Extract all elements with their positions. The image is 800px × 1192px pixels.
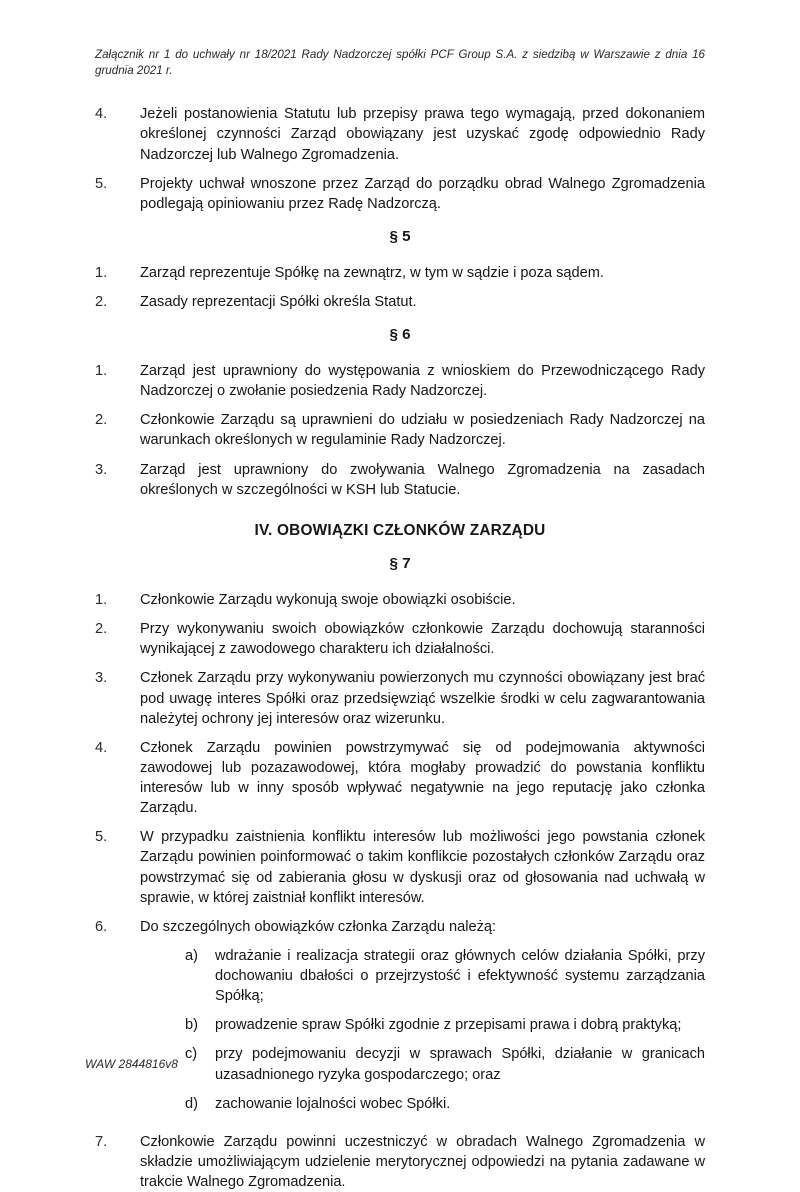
item-text: Członek Zarządu powinien powstrzymywać się od podejmowania aktywności zawodowej lub pozazawodowej, która mogłaby prowadzić do powstania konfliktu interesów lub w inny sposób wpływać negatywnie na jego reputację jako członka Zarządu.: [140, 739, 705, 817]
item-number: 6.: [95, 918, 108, 935]
item-text: Członkowie Zarządu wykonują swoje obowiązki osobiście.: [140, 592, 516, 609]
item-text: Zarząd jest uprawniony do zwoływania Walnego Zgromadzenia na zasadach określonych w szczególności w KSH lub Statucie.: [140, 461, 705, 498]
list-item: [95, 263, 705, 283]
list-item: [95, 104, 705, 164]
list-item: [95, 827, 705, 908]
item-number: 1.: [95, 592, 108, 609]
item-number: 2.: [95, 294, 108, 310]
item-text: Projekty uchwał wnoszone przez Zarząd do porządku obrad Walnego Zgromadzenia podlegają opiniowaniu przez Radę Nadzorczą.: [140, 175, 705, 212]
item-number: 5.: [95, 175, 108, 192]
item-number: 4.: [95, 739, 108, 756]
item-number: 7.: [95, 1133, 108, 1150]
subitem-text: przy podejmowaniu decyzji w sprawach Spółki, działanie w granicach uzasadnionego ryzyka gospodarczego; oraz: [215, 1046, 705, 1083]
item-number: 4.: [95, 106, 108, 123]
section-heading-paragraph-5: § 5: [389, 227, 411, 245]
list-item: [95, 917, 705, 1123]
sublist-item: [185, 1044, 705, 1084]
section-heading-paragraph-6: § 6: [389, 326, 411, 344]
subitem-text: prowadzenie spraw Spółki zgodnie z przepisami prawa i dobrą praktyką;: [215, 1017, 682, 1034]
subitem-letter: b): [185, 1017, 198, 1034]
item-number: 1.: [95, 363, 108, 380]
item-text: Przy wykonywaniu swoich obowiązków członkowie Zarządu dochowują staranności wynikającej z zawodowego charakteru ich działalności.: [140, 621, 705, 658]
list-item: [95, 361, 705, 401]
item-text: Członkowie Zarządu powinni uczestniczyć w obradach Walnego Zgromadzenia w składzie umożliwiającym udzielenie merytorycznej odpowiedzi na pytania zadawane w trakcie Walnego Zgromadzenia.: [140, 1133, 705, 1191]
list-item: [95, 174, 705, 214]
list-item: [95, 292, 705, 312]
item-number: 3.: [95, 461, 108, 478]
subitem-text: zachowanie lojalności wobec Spółki.: [215, 1095, 451, 1112]
item-text: Zarząd jest uprawniony do występowania z wnioskiem do Przewodniczącego Rady Nadzorczej o zwołanie posiedzenia Rady Nadzorczej.: [140, 363, 705, 400]
sublist-item: [185, 1094, 705, 1114]
item-text-lead: Do szczególnych obowiązków członka Zarządu należą:: [140, 918, 497, 935]
item-number: 2.: [95, 621, 108, 638]
item-text: Członkowie Zarządu są uprawnieni do udziału w posiedzeniach Rady Nadzorczej na warunkach określonych w regulaminie Rady Nadzorczej.: [140, 412, 705, 449]
item-text: W przypadku zaistnienia konfliktu interesów lub możliwości jego powstania członek Zarządu powinien poinformować o takim konflikcie pozostałych członków Zarządu oraz powstrzymać się od zabierania głosu w dyskusji oraz od głosowania nad uchwałą w sprawie, w której zaistniał konflikt interesów.: [140, 829, 705, 906]
subitem-letter: a): [185, 947, 198, 964]
chapter-heading: IV. OBOWIĄZKI CZŁONKÓW ZARZĄDU: [254, 521, 546, 539]
list-item: [95, 410, 705, 450]
item-text: [140, 917, 705, 1123]
list-item: [95, 668, 705, 728]
item-text: Jeżeli postanowienia Statutu lub przepisy prawa tego wymagają, przed dokonaniem określonej czynności Zarząd obowiązany jest uzyskać zgodę odpowiednio Rady Nadzorczej lub Walnego Zgromadzenia.: [140, 106, 705, 163]
sublist-item: [185, 1015, 705, 1035]
item-number: 3.: [95, 670, 108, 687]
attachment-header-note: Załącznik nr 1 do uchwały nr 18/2021 Rady Nadzorczej spółki PCF Group S.A. z siedzibą w Warszawie z dnia 16 grudnia 2021 r.: [95, 48, 705, 77]
document-reference-note: WAW 2844816v8: [85, 1057, 178, 1072]
subitem-letter: c): [185, 1046, 198, 1063]
item-text: Zarząd reprezentuje Spółkę na zewnątrz, w tym w sądzie i poza sądem.: [140, 264, 604, 281]
list-item: [95, 619, 705, 659]
list-item: [95, 738, 705, 819]
list-item: [95, 590, 705, 610]
list-item: [95, 1132, 705, 1192]
item-number: 1.: [95, 264, 108, 281]
item-text: Członek Zarządu przy wykonywaniu powierzonych mu czynności obowiązany jest brać pod uwagę interes Spółki oraz przedsięwziąć wszelkie środki w celu zagwarantowania należytej ochrony jej interesów oraz wizerunku.: [140, 670, 705, 727]
item-number: 5.: [95, 829, 108, 846]
subitem-letter: d): [185, 1095, 198, 1112]
section-heading-paragraph-7: § 7: [389, 555, 411, 573]
letter-sublist: [140, 946, 705, 1114]
item-text: Zasady reprezentacji Spółki określa Statut.: [140, 294, 417, 310]
item-number: 2.: [95, 412, 108, 429]
sublist-item: [185, 946, 705, 1006]
list-item: [95, 460, 705, 500]
subitem-text: wdrażanie i realizacja strategii oraz głównych celów działania Spółki, przy dochowaniu dbałości o przejrzystość i efektywność systemu zarządzania Spółką;: [215, 947, 705, 1005]
